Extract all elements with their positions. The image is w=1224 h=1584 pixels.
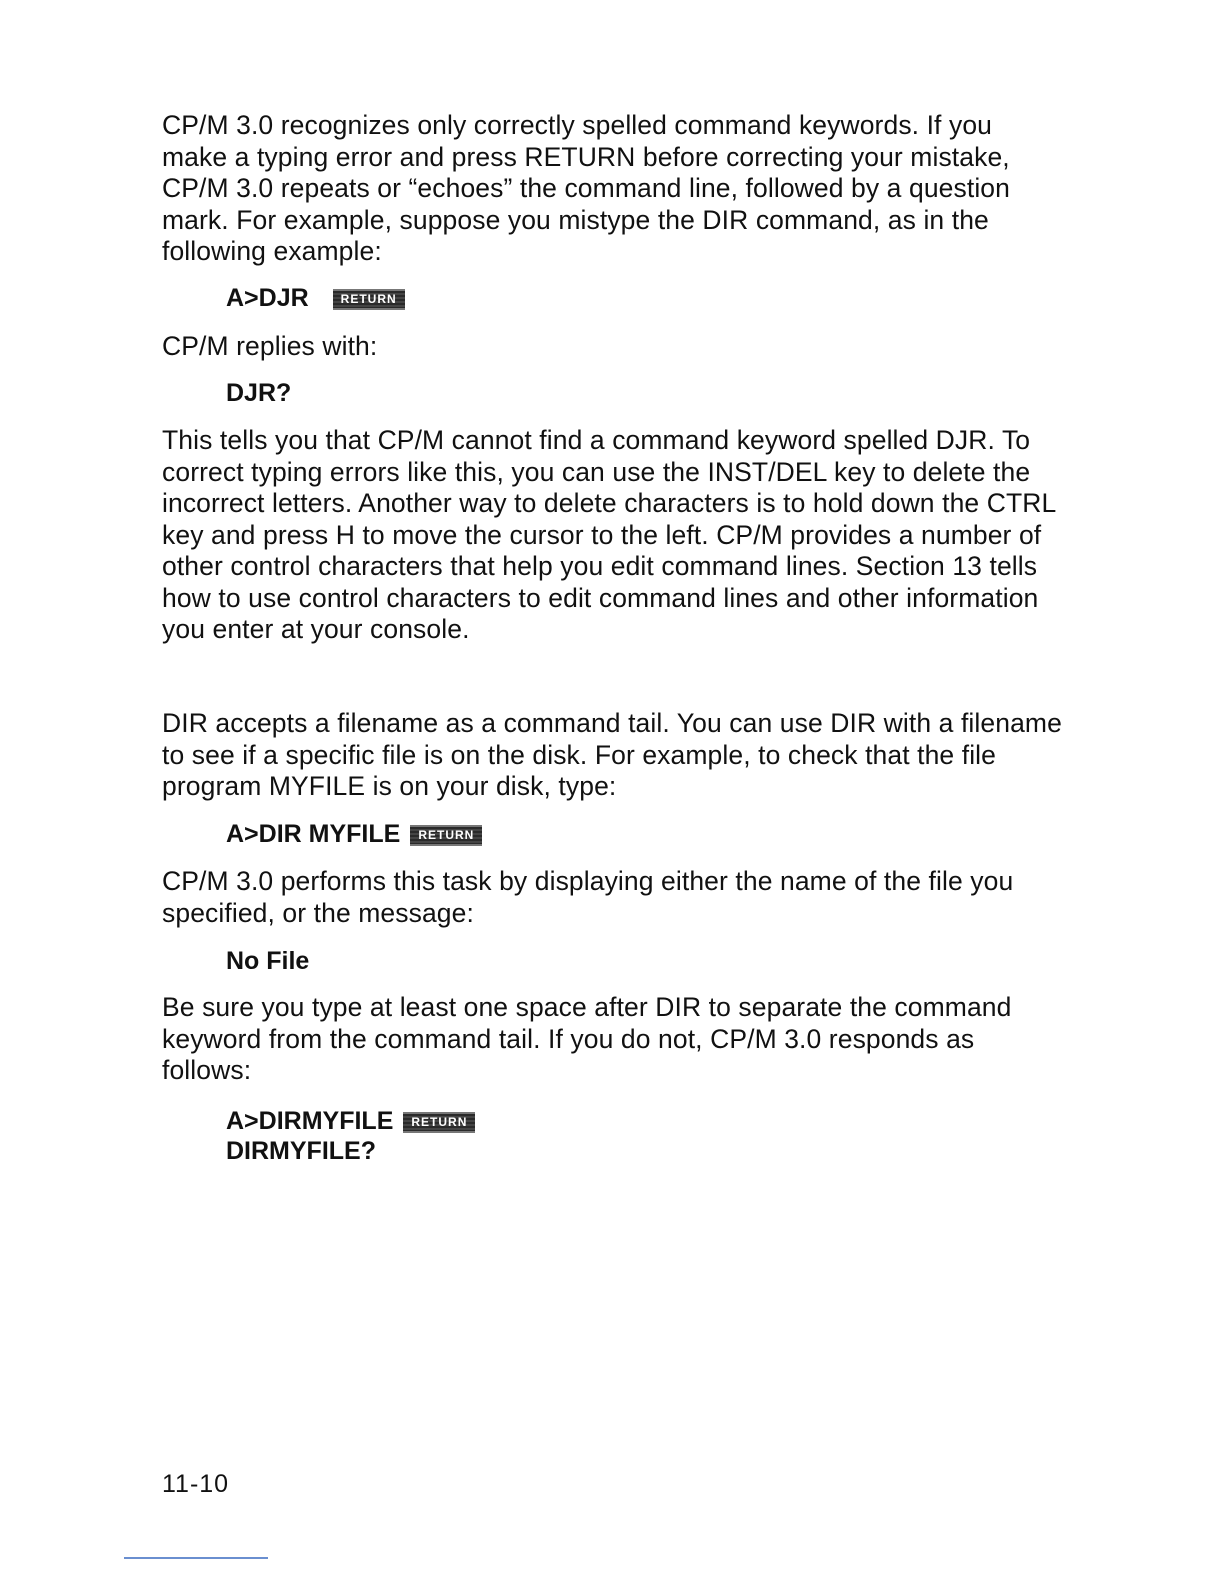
command-text: A>DJR [226, 284, 309, 312]
paragraph-performs-task: CP/M 3.0 performs this task by displaying either the name of the file you specified, or the message: [162, 866, 1014, 928]
return-key-icon: RETURN [410, 825, 482, 846]
example-djr-command [226, 283, 405, 314]
paragraph-dir-filename: DIR accepts a filename as a command tail. You can use DIR with a filename to see if a specific file is on the disk. For example, to check that the file program MYFILE is on your disk, type: [162, 708, 1062, 801]
command-text: A>DIRMYFILE [226, 1107, 394, 1135]
example-no-file-message: No File [226, 947, 310, 975]
example-dir-myfile-command [226, 819, 482, 850]
example-dirmyfile-reply: DIRMYFILE? [226, 1137, 376, 1165]
example-djr-reply: DJR? [226, 379, 292, 407]
return-key-icon: RETURN [403, 1112, 475, 1133]
paragraph-space-after-dir: Be sure you type at least one space after DIR to separate the command keyword from the command tail. If you do not, CP/M 3.0 responds as follows: [162, 992, 1012, 1085]
paragraph-intro: CP/M 3.0 recognizes only correctly spelled command keywords. If you make a typing error and press RETURN before correcting your mistake, CP/M 3.0 repeats or “echoes” the command line, followed by a question mark. For example, suppose you mistype the DIR command, as in the following example: [162, 110, 1010, 266]
example-dirmyfile-command [226, 1106, 475, 1137]
return-key-icon: RETURN [333, 289, 405, 310]
paragraph-typing-errors: This tells you that CP/M cannot find a command keyword spelled DJR. To correct typing errors like this, you can use the INST/DEL key to delete the incorrect letters. Another way to delete characters is to hold down the CTRL key and press H to move the cursor to the left. CP/M provides a number of other control characters that help you edit command lines. Section 13 tells how to use control characters to edit command lines and other information you enter at your console. [162, 425, 1056, 644]
paragraph-replies: CP/M replies with: [162, 331, 378, 361]
command-text: A>DIR MYFILE [226, 820, 401, 848]
page-number: 11-10 [162, 1470, 230, 1498]
footer-rule [124, 1557, 268, 1559]
